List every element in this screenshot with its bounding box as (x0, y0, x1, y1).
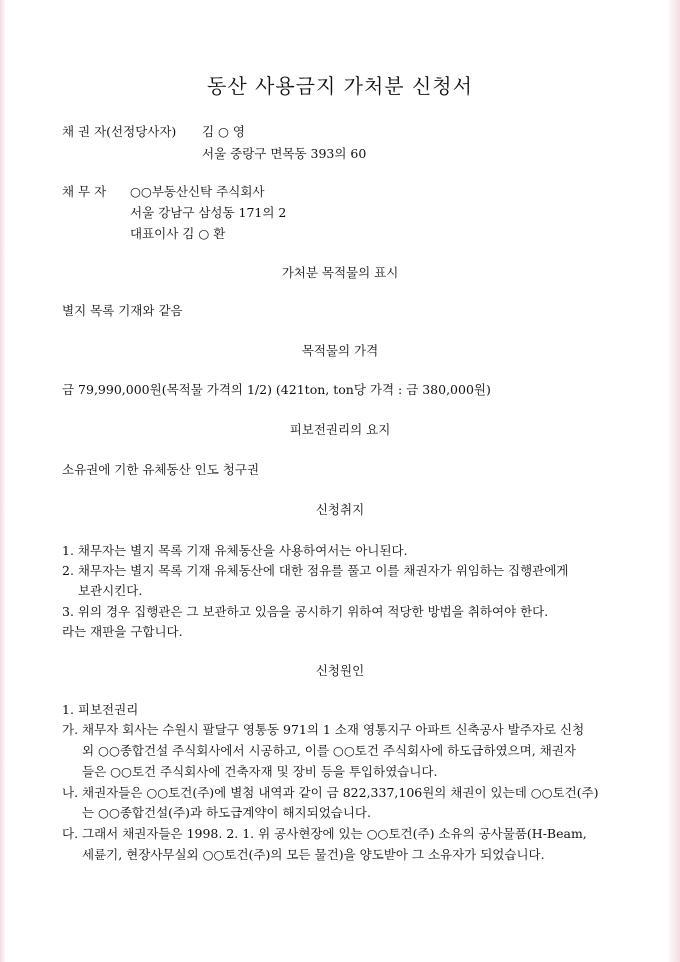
creditor-label: 채 권 자(선정당사자) (62, 124, 177, 139)
purpose-heading: 신청취지 (315, 502, 365, 517)
cause-ga-line-3: 들은 ○○토건 주식회사에 건축자재 및 장비 등을 투입하였습니다. (82, 764, 438, 779)
cause-ga-line-1: 가. 채무자 회사는 수원시 팔달구 영통동 971의 1 소재 영통지구 아파트 신축공사 발주자로 신청 (62, 722, 585, 737)
purpose-item-3: 3. 위의 경우 집행관은 그 보관하고 있음을 공시하기 위하여 적당한 방법을 취하여야 한다. (62, 604, 549, 619)
cause-na-line-2: 는 ○○종합건설(주)과 하도급계약이 해지되었습니다. (82, 805, 371, 820)
right-heading: 피보전권리의 요지 (289, 422, 391, 437)
object-heading: 가처분 목적물의 표시 (281, 265, 399, 280)
creditor-name: 김 ○ 영 (202, 124, 246, 139)
document-title: 동산 사용금지 가처분 신청서 (207, 74, 473, 98)
purpose-closing: 라는 재판을 구합니다. (62, 624, 183, 639)
price-heading: 목적물의 가격 (301, 343, 379, 358)
object-text: 별지 목록 기재와 같음 (62, 303, 183, 318)
purpose-item-2: 2. 채무자는 별지 목록 기재 유체동산에 대한 점유를 풀고 이를 채권자가 위임하는 집행관에게 (62, 563, 569, 578)
purpose-item-2-cont: 보관시킨다. (78, 583, 143, 598)
page-edge-right (666, 0, 680, 962)
debtor-name: ○○부동산신탁 주식회사 (130, 184, 265, 199)
cause-heading: 신청원인 (315, 663, 365, 678)
cause-item-1: 1. 피보전권리 (62, 702, 139, 717)
purpose-item-1: 1. 채무자는 별지 목록 기재 유체동산을 사용하여서는 아니된다. (62, 543, 408, 558)
debtor-representative: 대표이사 김 ○ 환 (130, 226, 226, 241)
cause-na-line-1: 나. 채권자들은 ○○토건(주)에 별첨 내역과 같이 금 822,337,106원의 채권이 있는데 ○○토건(주) (62, 785, 599, 800)
right-text: 소유권에 기한 유체동산 인도 청구권 (62, 462, 260, 477)
creditor-address: 서울 중랑구 면목동 393의 60 (202, 146, 367, 161)
cause-ga-line-2: 외 ○○종합건설 주식회사에서 시공하고, 이를 ○○토건 주식회사에 하도급하였으며, 채권자 (82, 743, 576, 758)
debtor-label: 채 무 자 (62, 184, 107, 199)
cause-da-line-2: 세륜기, 현장사무실외 ○○토건(주)의 모든 물건)을 양도받아 그 소유자가 되었습니다. (82, 847, 545, 862)
page-edge-left (0, 0, 6, 962)
price-text: 금 79,990,000원(목적물 가격의 1/2) (421ton, ton당 가격 : 금 380,000원) (62, 382, 491, 397)
cause-da-line-1: 다. 그래서 채권자들은 1998. 2. 1. 위 공사현장에 있는 ○○토건(주) 소유의 공사물품(H-Beam, (62, 826, 587, 841)
debtor-address: 서울 강남구 삼성동 171의 2 (130, 205, 287, 220)
